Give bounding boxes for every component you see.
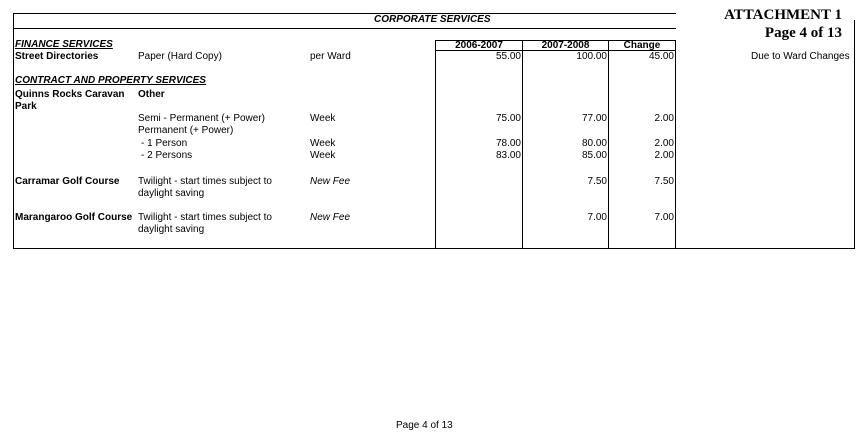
- carramar-unit: New Fee: [310, 176, 351, 187]
- two-persons-desc: - 2 Persons: [141, 150, 193, 161]
- one-person-desc: - 1 Person: [141, 138, 188, 149]
- finance-heading: FINANCE SERVICES: [15, 39, 113, 50]
- attachment-title: ATTACHMENT 1: [724, 7, 842, 23]
- semi-change: 2.00: [654, 113, 674, 124]
- one-person-v2006: 78.00: [495, 138, 521, 149]
- marangaroo-desc-line2: daylight saving: [138, 224, 205, 235]
- marangaroo-name: Marangaroo Golf Course: [15, 212, 133, 223]
- attachment-page: Page 4 of 13: [764, 25, 842, 41]
- quinns-name-line2: Park: [15, 101, 37, 112]
- carramar-desc-line1: Twilight - start times subject to: [138, 176, 272, 187]
- semi-desc: Semi - Permanent (+ Power): [138, 113, 265, 124]
- table-top-border: [13, 13, 676, 14]
- perm-label: Permanent (+ Power): [138, 125, 234, 136]
- street-change: 45.00: [648, 51, 674, 62]
- table-bottom-border: [13, 248, 855, 249]
- one-person-unit: Week: [310, 138, 336, 149]
- two-persons-change: 2.00: [654, 150, 674, 161]
- col-divider-4: [675, 40, 676, 249]
- table-right-border: [854, 20, 855, 249]
- section-title: CORPORATE SERVICES: [374, 14, 491, 25]
- one-person-v2007: 80.00: [581, 138, 607, 149]
- two-persons-unit: Week: [310, 150, 336, 161]
- one-person-change: 2.00: [654, 138, 674, 149]
- carramar-desc-line2: daylight saving: [138, 188, 205, 199]
- street-note: Due to Ward Changes: [751, 51, 850, 62]
- contract-heading: CONTRACT AND PROPERTY SERVICES: [15, 75, 206, 86]
- carramar-v2007: 7.50: [587, 176, 607, 187]
- street-v2006: 55.00: [495, 51, 521, 62]
- two-persons-v2007: 85.00: [581, 150, 607, 161]
- marangaroo-v2007: 7.00: [587, 212, 607, 223]
- footer-page-number: Page 4 of 13: [396, 420, 453, 431]
- street-name: Street Directories: [15, 51, 99, 62]
- street-desc: Paper (Hard Copy): [138, 51, 222, 62]
- col-header-2007: 2007-2008: [541, 40, 590, 51]
- semi-v2007: 77.00: [581, 113, 607, 124]
- table-left-border: [13, 13, 14, 249]
- quinns-category: Other: [138, 89, 165, 100]
- carramar-name: Carramar Golf Course: [15, 176, 120, 187]
- street-v2007: 100.00: [576, 51, 607, 62]
- quinns-name-line1: Quinns Rocks Caravan: [15, 89, 125, 100]
- marangaroo-desc-line1: Twilight - start times subject to: [138, 212, 272, 223]
- two-persons-v2006: 83.00: [495, 150, 521, 161]
- street-unit: per Ward: [310, 51, 351, 62]
- semi-v2006: 75.00: [495, 113, 521, 124]
- semi-unit: Week: [310, 113, 336, 124]
- marangaroo-change: 7.00: [654, 212, 674, 223]
- col-header-2006: 2006-2007: [455, 40, 503, 51]
- header-divider: [13, 28, 676, 29]
- carramar-change: 7.50: [654, 176, 674, 187]
- marangaroo-unit: New Fee: [310, 212, 351, 223]
- col-header-change: Change: [623, 40, 661, 51]
